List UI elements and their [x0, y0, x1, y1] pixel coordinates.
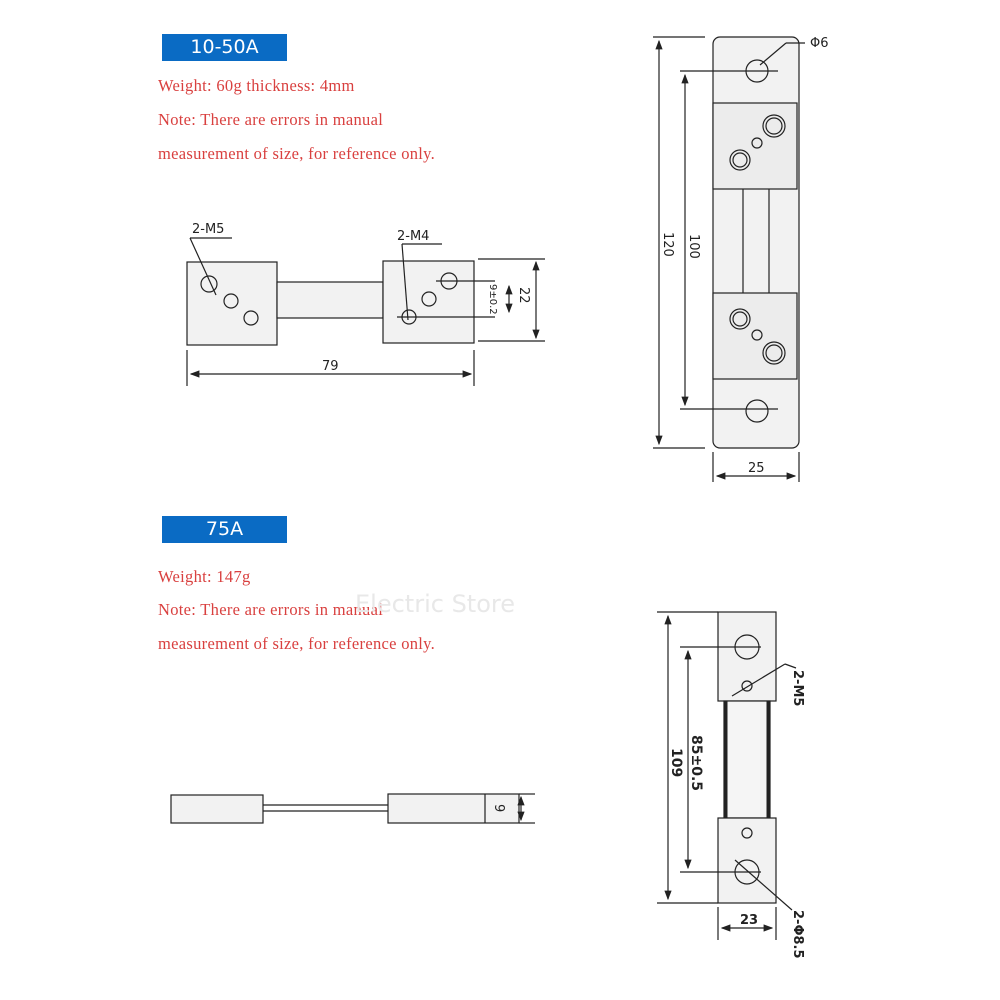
dim-spacing-85: 85±0.5: [688, 735, 704, 792]
label-2-m5: 2-M5: [790, 670, 805, 707]
note-text-line2: measurement of size, for reference only.: [158, 144, 436, 163]
label-2-m4: 2-M4: [397, 229, 430, 244]
dim-width-25: 25: [748, 461, 765, 476]
weight-text: Weight: 60g thickness: 4mm: [158, 76, 355, 95]
label-2-m5: 2-M5: [192, 222, 225, 237]
dim-width-23: 23: [740, 913, 759, 928]
label-2-phi8-5: 2-Φ8.5: [790, 910, 805, 959]
shunt-75a-side-view: [171, 794, 535, 823]
note-text-line2: measurement of size, for reference only.: [158, 634, 436, 653]
note-text-line1: Note: There are errors in manual: [158, 600, 384, 619]
note-text-line1: Note: There are errors in manual: [158, 110, 384, 129]
watermark: Electric Store: [355, 590, 515, 618]
dim-height-22: 22: [516, 287, 531, 304]
dim-thickness-9: 9: [491, 804, 506, 813]
dim-length-79: 79: [322, 359, 339, 374]
dim-length-109: 109: [668, 748, 684, 778]
dim-hole-spacing: 9±0.2: [487, 284, 498, 315]
label-phi6: Φ6: [810, 36, 829, 51]
dim-spacing-100: 100: [686, 234, 701, 259]
shunt-10-50a-top-view: [653, 37, 805, 482]
dim-length-120: 120: [660, 232, 675, 257]
section-badge-10-50a: 10-50A: [162, 34, 287, 61]
weight-text: Weight: 147g: [158, 567, 251, 586]
section-badge-75a: 75A: [162, 516, 287, 543]
